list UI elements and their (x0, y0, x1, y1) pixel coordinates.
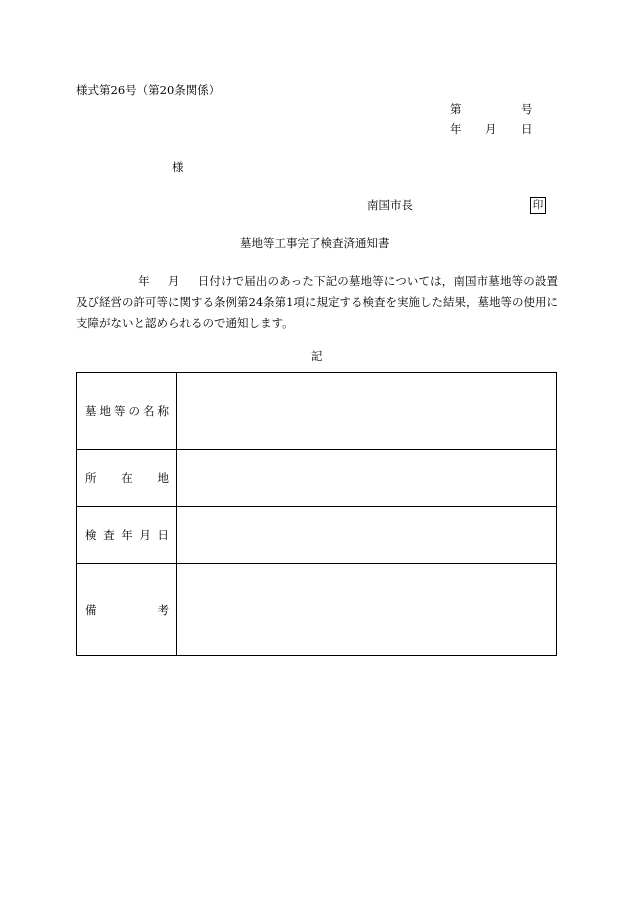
body-year: 年 (138, 274, 150, 288)
number-dai: 第 (450, 102, 462, 116)
issuer: 南国市長 (367, 198, 413, 212)
seal-stamp: 印 (530, 197, 546, 214)
date-month: 月 (485, 122, 497, 136)
value-location (177, 450, 557, 507)
form-id: 様式第26号（第20条関係） (76, 83, 221, 97)
number-go: 号 (521, 102, 533, 116)
document-title: 墓地等工事完了検査済通知書 (240, 236, 390, 250)
body-paragraph (76, 271, 558, 334)
value-cemetery-name (177, 373, 557, 450)
body-month: 月 (167, 274, 180, 288)
table-row (77, 507, 557, 564)
date-day: 日 (521, 122, 533, 136)
table-row (77, 373, 557, 450)
label-remarks: 備 考 (77, 564, 177, 656)
label-location: 所 在 地 (77, 450, 177, 507)
label-cemetery-name: 墓 地 等 の 名 称 (77, 373, 177, 450)
detail-table (76, 372, 557, 656)
body-text: 日付けで届出のあった下記の墓地等については，南国市墓地等の設置及び経営の許可等に関する条例第24条第1項に規定する検査を実施した結果，墓地等の使用に支障がないと認められるので通知します。 (76, 274, 559, 330)
addressee-suffix: 様 (172, 160, 184, 174)
value-inspection-date (177, 507, 557, 564)
date-year: 年 (450, 122, 462, 136)
ki-heading: 記 (311, 349, 323, 363)
value-remarks (177, 564, 557, 656)
table-row (77, 450, 557, 507)
label-inspection-date: 検 査 年 月 日 (77, 507, 177, 564)
table-row (77, 564, 557, 656)
